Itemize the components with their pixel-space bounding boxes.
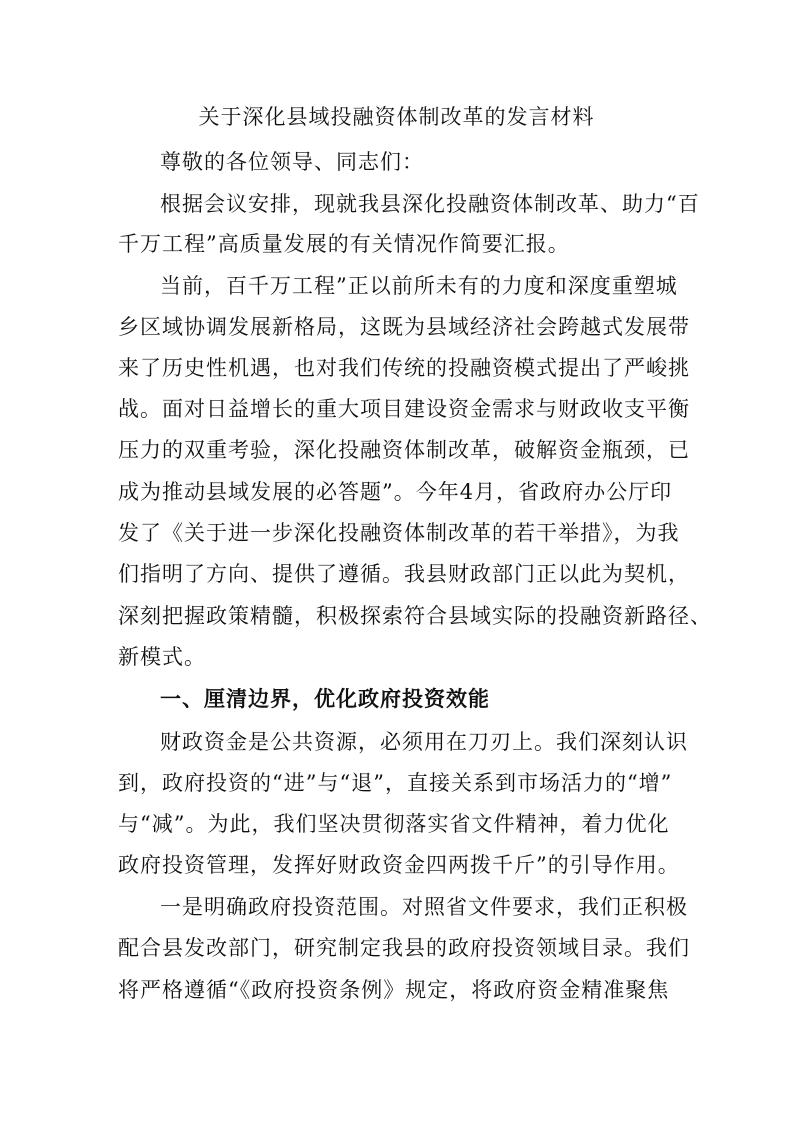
- paragraph-line: 千万工程”高质量发展的有关情况作简要汇报。: [118, 232, 570, 256]
- paragraph-line: 政府投资管理，发挥好财政资金四两拨千斤”的引导作用。: [118, 853, 680, 877]
- paragraph-line: 财政资金是公共资源，必须用在刀刃上。我们深刻认识: [160, 730, 688, 754]
- paragraph-line: 来了历史性机遇，也对我们传统的投融资模式提出了严峻挑: [118, 356, 690, 380]
- paragraph-line: 新模式。: [118, 645, 206, 669]
- document-title: 关于深化县域投融资体制改革的发言材料: [198, 105, 595, 129]
- paragraph-line: 压力的双重考验，深化投融资体制改革，破解资金瓶颈，已: [118, 438, 690, 462]
- paragraph-line: 与“减”。为此，我们坚决贯彻落实省文件精神，着力优化: [118, 812, 670, 836]
- paragraph-line: 成为推动县域发展的必答题”。今年4月，省政府办公厅印: [118, 480, 673, 504]
- paragraph-line: 深刻把握政策精髓，积极探索符合县域实际的投融资新路径、: [118, 604, 712, 628]
- paragraph-line: 战。面对日益增长的重大项目建设资金需求与财政收支平衡: [118, 397, 690, 421]
- paragraph-line: 们指明了方向、提供了遵循。我县财政部门正以此为契机，: [118, 562, 690, 586]
- section-heading: 一、厘清边界，优化政府投资效能: [160, 686, 490, 711]
- paragraph-line: 一是明确政府投资范围。对照省文件要求，我们正积极: [160, 895, 688, 919]
- salutation: 尊敬的各位领导、同志们：: [160, 150, 424, 174]
- paragraph-line: 将严格遵循“《政府投资条例》规定，将政府资金精准聚焦: [118, 978, 670, 1002]
- paragraph-line: 配合县发改部门，研究制定我县的政府投资领域目录。我们: [118, 936, 690, 960]
- paragraph-line: 到，政府投资的“进”与“退”，直接关系到市场活力的“增”: [118, 771, 673, 795]
- paragraph-line: 发了《关于进一步深化投融资体制改革的若干举措》，为我: [118, 521, 680, 545]
- paragraph-line: 当前，百千万工程”正以前所未有的力度和深度重塑城: [160, 274, 678, 298]
- paragraph-line: 乡区域协调发展新格局，这既为县域经济社会跨越式发展带: [118, 315, 690, 339]
- paragraph-line: 根据会议安排，现就我县深化投融资体制改革、助力“百: [160, 192, 700, 216]
